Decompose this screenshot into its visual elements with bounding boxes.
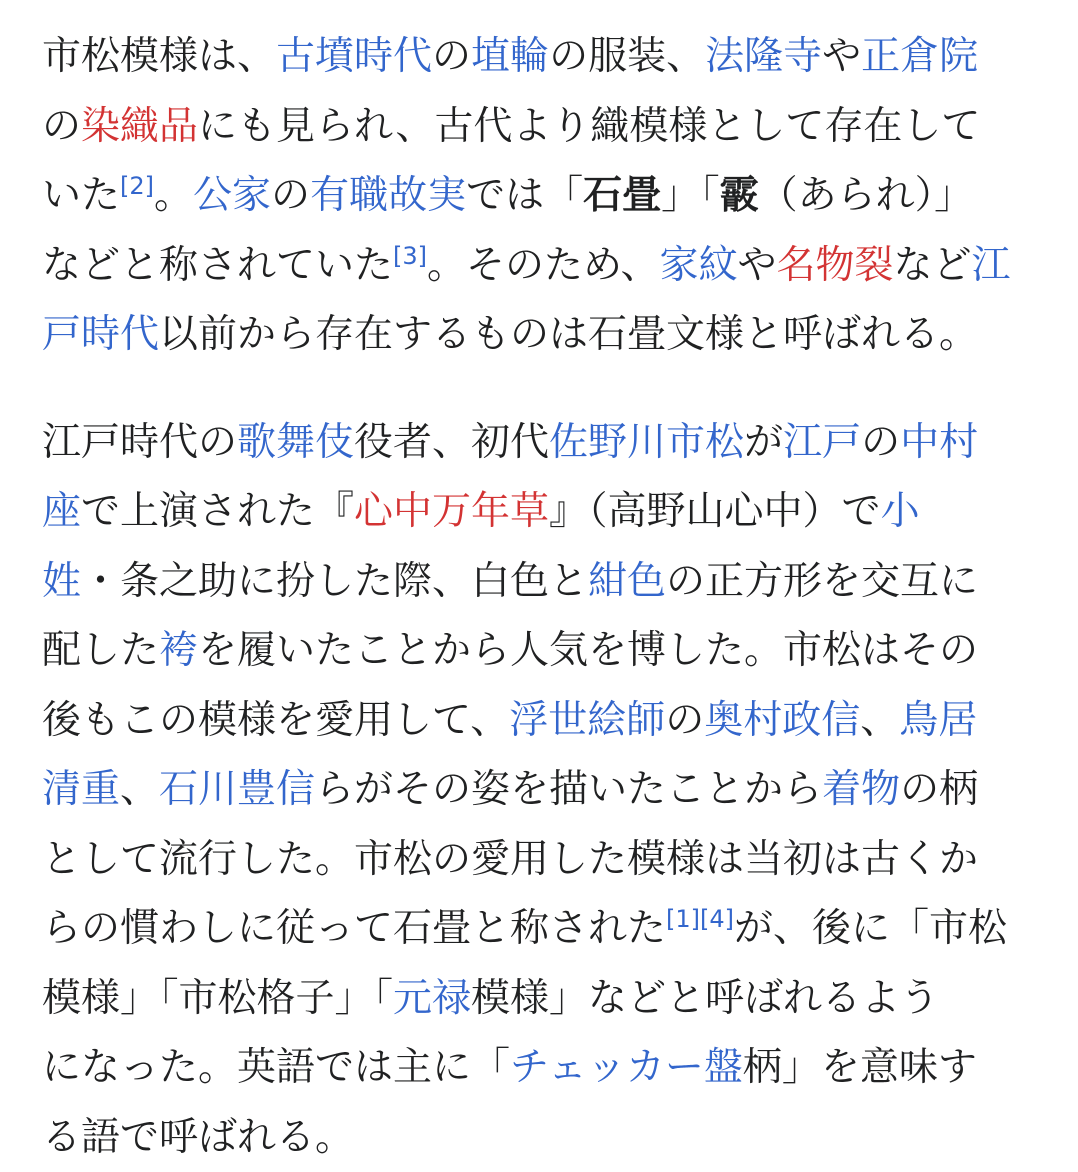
text-run: 役者、初代 bbox=[354, 420, 549, 465]
citation-link-3[interactable]: [3] bbox=[393, 242, 427, 270]
text-line bbox=[42, 616, 1042, 686]
text-line bbox=[42, 408, 1042, 478]
link-hakama[interactable]: 袴 bbox=[159, 628, 198, 673]
text-run: 、 bbox=[120, 767, 159, 812]
text-run: にも見られ、古代より織模様として存在して bbox=[198, 104, 980, 149]
article-body bbox=[42, 22, 1042, 1172]
text-line bbox=[42, 547, 1042, 617]
text-run: ・条之助に扮した際、白色と bbox=[81, 559, 588, 604]
text-run: として流行した。市松の愛用した模様は当初は古くか bbox=[42, 837, 978, 882]
link-sanogawa-ichimatsu[interactable]: 佐野川市松 bbox=[549, 420, 744, 465]
link-nakamura-za[interactable]: 座 bbox=[42, 489, 81, 534]
text-run: 、 bbox=[860, 698, 899, 743]
citation-ref bbox=[120, 172, 154, 200]
link-ishikawa-toyonobu[interactable]: 石川豊信 bbox=[159, 767, 315, 812]
text-run: 」「 bbox=[661, 173, 720, 218]
paragraph-1 bbox=[42, 22, 1042, 370]
link-edo-period[interactable]: 戸時代 bbox=[42, 312, 159, 357]
text-run: る語で呼ばれる。 bbox=[42, 1115, 354, 1160]
redlink-shinju-mannengusa[interactable]: 心中万年草 bbox=[354, 489, 549, 534]
link-haniwa[interactable]: 埴輪 bbox=[471, 34, 549, 79]
link-checkerboard[interactable]: チェッカー盤 bbox=[510, 1045, 743, 1090]
text-line bbox=[42, 755, 1042, 825]
link-kofun-period[interactable]: 古墳時代 bbox=[276, 34, 432, 79]
text-line bbox=[42, 477, 1042, 547]
text-run: などと称されていた bbox=[42, 243, 393, 288]
text-run: の bbox=[861, 420, 900, 465]
link-shosoin[interactable]: 正倉院 bbox=[861, 34, 978, 79]
link-horyuji[interactable]: 法隆寺 bbox=[705, 34, 822, 79]
link-torii-kiyoshige[interactable]: 清重 bbox=[42, 767, 120, 812]
link-kabuki[interactable]: 歌舞伎 bbox=[237, 420, 354, 465]
text-run: 後もこの模様を愛用して、 bbox=[42, 698, 509, 743]
text-run: らがその姿を描いたことから bbox=[315, 767, 822, 812]
redlink-senshokuhin[interactable]: 染織品 bbox=[81, 104, 198, 149]
link-kosho[interactable]: 小 bbox=[881, 489, 920, 534]
link-torii-kiyoshige[interactable]: 鳥居 bbox=[899, 698, 977, 743]
text-run: 』（高野山心中）で bbox=[549, 489, 881, 534]
link-koniro[interactable]: 紺色 bbox=[588, 559, 666, 604]
text-run: 江戸時代の bbox=[42, 420, 237, 465]
text-run: など bbox=[894, 243, 972, 288]
text-run: の柄 bbox=[900, 767, 978, 812]
text-line bbox=[42, 231, 1042, 301]
text-run: らの慣わしに従って石畳と称された bbox=[42, 906, 666, 951]
text-run: が、後に「市松 bbox=[734, 906, 1007, 951]
text-line bbox=[42, 825, 1042, 895]
text-run: 配した bbox=[42, 628, 159, 673]
text-line bbox=[42, 300, 1042, 370]
text-line bbox=[42, 1103, 1042, 1172]
text-line bbox=[42, 92, 1042, 162]
text-line bbox=[42, 894, 1042, 964]
text-line bbox=[42, 22, 1042, 92]
text-line bbox=[42, 686, 1042, 756]
text-run: の bbox=[432, 34, 471, 79]
text-run: いた bbox=[42, 173, 120, 218]
citation-link-1[interactable]: [1] bbox=[666, 905, 700, 933]
link-genroku[interactable]: 元禄 bbox=[393, 976, 471, 1021]
text-run: 模様」「市松格子」「 bbox=[42, 976, 393, 1021]
link-edo[interactable]: 江戸 bbox=[783, 420, 861, 465]
text-run: （あられ）」 bbox=[759, 173, 974, 218]
link-ukiyoe-shi[interactable]: 浮世絵師 bbox=[509, 698, 665, 743]
text-run: の服装、 bbox=[549, 34, 705, 79]
citation-link-4[interactable]: [4] bbox=[700, 905, 734, 933]
text-run: が bbox=[744, 420, 783, 465]
text-run: 市松模様は、 bbox=[42, 34, 276, 79]
citation-ref bbox=[393, 242, 427, 270]
bold-term-ishidatami: 石畳 bbox=[583, 173, 661, 218]
text-run: 模様」などと呼ばれるよう bbox=[471, 976, 939, 1021]
link-edo-period[interactable]: 江 bbox=[972, 243, 1011, 288]
text-run: や bbox=[737, 243, 776, 288]
text-run: 。 bbox=[154, 173, 193, 218]
link-kimono[interactable]: 着物 bbox=[822, 767, 900, 812]
paragraph-2 bbox=[42, 408, 1042, 1172]
link-kamon[interactable]: 家紋 bbox=[659, 243, 737, 288]
citation-link-2[interactable]: [2] bbox=[120, 172, 154, 200]
text-run: の bbox=[42, 104, 81, 149]
text-run: 以前から存在するものは石畳文様と呼ばれる。 bbox=[159, 312, 978, 357]
text-run: の bbox=[665, 698, 704, 743]
text-line bbox=[42, 161, 1042, 231]
text-run: を履いたことから人気を博した。市松はその bbox=[198, 628, 978, 673]
link-nakamura-za[interactable]: 中村 bbox=[900, 420, 978, 465]
text-run: の正方形を交互に bbox=[666, 559, 978, 604]
bold-term-arare: 霰 bbox=[720, 173, 759, 218]
text-run: 柄」を意味す bbox=[743, 1045, 977, 1090]
redlink-meibutsugire[interactable]: 名物裂 bbox=[777, 243, 894, 288]
link-okumura-masanobu[interactable]: 奥村政信 bbox=[704, 698, 860, 743]
text-line bbox=[42, 1033, 1042, 1103]
text-run: で上演された『 bbox=[81, 489, 354, 534]
text-run: の bbox=[271, 173, 310, 218]
text-run: では「 bbox=[466, 173, 583, 218]
text-run: になった。英語では主に「 bbox=[42, 1045, 510, 1090]
text-run: や bbox=[822, 34, 861, 79]
citation-ref bbox=[666, 905, 734, 933]
link-kosho[interactable]: 姓 bbox=[42, 559, 81, 604]
text-run: 。そのため、 bbox=[427, 243, 659, 288]
link-kuge[interactable]: 公家 bbox=[193, 173, 271, 218]
text-line bbox=[42, 964, 1042, 1034]
link-yusoku-kojitsu[interactable]: 有職故実 bbox=[310, 173, 466, 218]
